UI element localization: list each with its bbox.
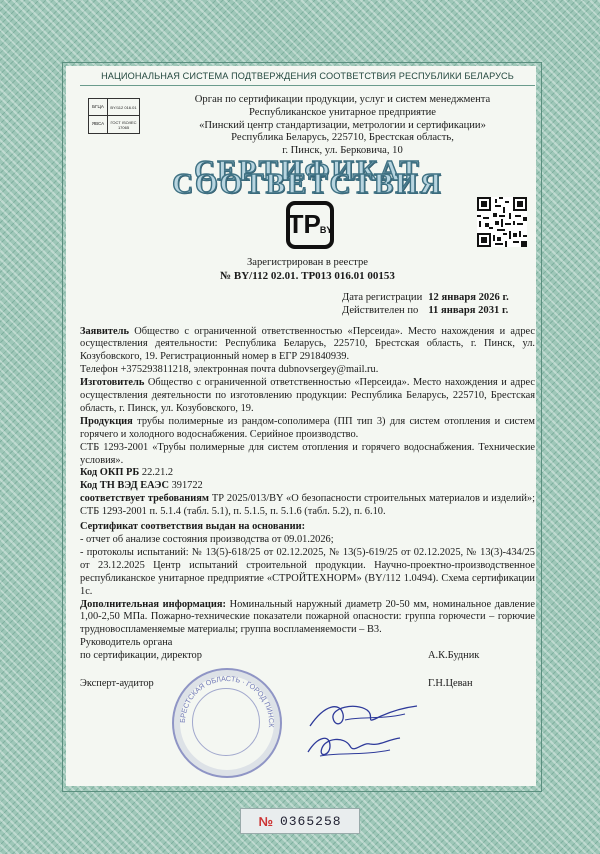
certificate-body <box>80 326 535 691</box>
conformity-text: ТР 2025/013/BY «О безопасности строительных материалов и изделий»; СТБ 1293-2001 п. 5.1.4 (табл. 5.1), п. 5.1.5, п. 5.1.6 (табл. 5.2), п. 6.10. <box>80 493 535 518</box>
additional-text: Номинальный наружный диаметр 20-50 мм, номинальное давление 1,00-2,50 МПа. Пожарно-технические показатели пожарной опасности: группа горючести – горючие трудновоспламеняемые материалы; группа воспламеняемости – В3. <box>80 598 535 636</box>
certification-organ <box>150 94 535 158</box>
accreditation-code: BY/112 016.01 <box>110 104 137 110</box>
expert-name: Г.Н.Цеван <box>428 678 473 690</box>
applicant-contacts: Телефон +375293811218, электронная почта dubnovsergey@mail.ru. <box>80 364 379 376</box>
head-name: А.К.Будник <box>428 650 480 662</box>
accreditation-label-bottom: ЯВСА <box>89 116 108 133</box>
organ-line-5: г. Пинск, ул. Берковича, 10 <box>282 145 403 157</box>
qr-code-icon <box>477 197 527 247</box>
head-title-line-2-text: по сертификации, директор <box>80 650 202 662</box>
product-label: Продукция <box>80 415 133 427</box>
seal-text: БРЕСТСКАЯ ОБЛАСТЬ · ГОРОД ПИНСК <box>177 673 277 728</box>
head-title-line-2 <box>80 650 535 663</box>
organ-line-4: Республика Беларусь, 225710, Брестская область, <box>231 132 454 144</box>
basis-item-2: - протоколы испытаний: № 13(5)-618/25 от 02.12.2025, № 13(5)-619/25 от 02.12.2025, № 13(3)-434/25 от 23.12.2025 Центр испытаний строительной продукции. Научно-проектно-производственное республиканское унитарное предприятие «СТРОЙТЕХНОРМ» (BY/112 1.0494). Схема сертификации 1с. <box>80 546 535 597</box>
accreditation-mark <box>88 98 140 134</box>
reg-date-value: 12 января 2026 г. <box>428 291 509 303</box>
national-system-header: НАЦИОНАЛЬНАЯ СИСТЕМА ПОДТВЕРЖДЕНИЯ СООТВЕТСТВИЯ РЕСПУБЛИКИ БЕЛАРУСЬ <box>80 70 535 86</box>
accreditation-standard: ГОСТ ISO/IEC 17065 <box>110 119 137 130</box>
tr-by-logo-icon <box>286 201 334 249</box>
tnved-value: 391722 <box>171 480 203 492</box>
valid-until-value: 11 января 2031 г. <box>428 304 509 316</box>
certificate-title: СЕРТИФИКАТ СООТВЕТСТВИЯ <box>172 154 443 200</box>
conformity-label: соответствует требованиям <box>80 493 209 505</box>
applicant-text: Общество с ограниченной ответственностью «Персеида». Место нахождения и адрес осуществления деятельности: Республика Беларусь, 225710, Брестская область, г. Пинск, ул. Козубовского, 19. Регистрационный номер в ЕГР 291840939. <box>80 325 535 363</box>
registry-caption: Зарегистрирован в реестре <box>246 256 368 268</box>
manufacturer-text: Общество с ограниченной ответственностью «Персеида». Место нахождения и адрес осуществления деятельности по изготовлению продукции: Республика Беларусь, 225710, Брестская область, г. Пинск, ул. Козубовского, 19. <box>80 377 536 414</box>
blank-number-value: 0365258 <box>279 813 342 829</box>
additional-label: Дополнительная информация: <box>80 598 226 610</box>
blank-number-box <box>240 808 360 834</box>
accreditation-label-top: БГЦА <box>89 99 108 116</box>
additional-paragraph <box>80 599 535 638</box>
organ-line-3: «Пинский центр стандартизации, метрологии и сертификации» <box>199 119 486 131</box>
basis-item-1: - отчет об анализе состояния производства от 09.01.2026; <box>80 534 334 546</box>
applicant-label: Заявитель <box>80 325 129 337</box>
okp-label: Код ОКП РБ <box>80 467 140 479</box>
okp-code <box>80 467 535 480</box>
svg-text:БРЕСТСКАЯ ОБЛАСТЬ · ГОРОД ПИНС <box>178 674 276 729</box>
reg-date-label: Дата регистрации <box>342 291 423 303</box>
product-text: трубы полимерные из рандом-сополимера (ПП тип 3) для систем отопления и систем горячего и холодного водоснабжения. Серийное производство. <box>80 415 535 440</box>
tr-logo-main: TP <box>287 209 321 240</box>
tr-logo-sub: BY <box>319 224 333 235</box>
tnved-code <box>80 480 535 493</box>
expert-line <box>80 678 535 691</box>
manufacturer-paragraph <box>80 377 535 416</box>
organ-line-1: Орган по сертификации продукции, услуг и систем менеджмента <box>194 93 491 105</box>
valid-until-label: Действителен по <box>342 304 419 316</box>
head-title-line-1: Руководитель органа <box>80 637 173 649</box>
logo-row <box>80 197 535 263</box>
manufacturer-label: Изготовитель <box>80 377 145 389</box>
conformity-paragraph <box>80 493 535 519</box>
basis-label: Сертификат соответствия выдан на основании: <box>80 521 306 533</box>
product-standard: СТБ 1293-2001 «Трубы полимерные для систем отопления и горячего водоснабжения. Технические условия». <box>80 441 535 466</box>
product-paragraph <box>80 416 535 442</box>
dates-block <box>342 291 535 317</box>
expert-signature <box>300 726 410 766</box>
certificate-sheet <box>80 70 535 691</box>
expert-label: Эксперт-аудитор <box>80 678 154 690</box>
organ-line-2: Республиканское унитарное предприятие <box>248 106 437 118</box>
tnved-label: Код ТН ВЭД ЕАЭС <box>80 480 169 492</box>
okp-value: 22.21.2 <box>141 467 174 479</box>
blank-number-prefix: № <box>258 813 274 829</box>
organ-header <box>80 94 535 158</box>
official-seal <box>172 668 282 778</box>
applicant-paragraph <box>80 326 535 365</box>
seal-ring-text <box>174 670 280 776</box>
registry-number: № BY/112 02.01. ТР013 016.01 00153 <box>220 269 395 282</box>
